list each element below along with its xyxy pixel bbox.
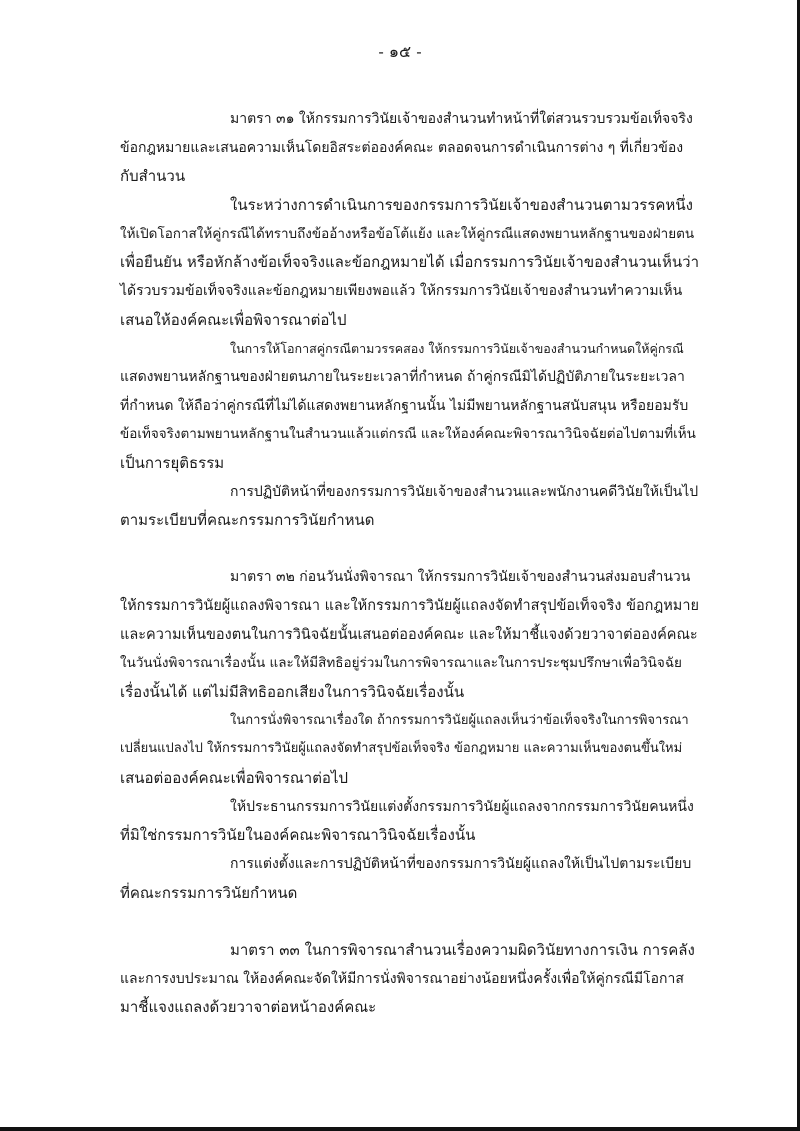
paragraph-line: ในระหว่างการดำเนินการของกรรมการวินัยเจ้าของสำนวนตามวรรคหนึ่ง <box>230 196 693 214</box>
paragraph-line: ได้รวบรวมข้อเท็จจริงและข้อกฎหมายเพียงพอแล้ว ให้กรรมการวินัยเจ้าของสำนวนทำความเห็น <box>120 283 683 299</box>
section-32-heading-line: มาตรา ๓๒ ก่อนวันนั่งพิจารณา ให้กรรมการวินัยเจ้าของสำนวนส่งมอบสำนวน <box>230 569 691 585</box>
paragraph-line: กับสำนวน <box>120 167 186 185</box>
paragraph-line: เสนอให้องค์คณะเพื่อพิจารณาต่อไป <box>120 311 347 329</box>
section-31-heading-line: มาตรา ๓๑ ให้กรรมการวินัยเจ้าของสำนวนทำหน้าที่ใต่สวนรวบรวมข้อเท็จจริง <box>230 111 693 127</box>
paragraph-line: เรื่องนั้นได้ แต่ไม่มีสิทธิออกเสียงในการวินิจฉัยเรื่องนั้น <box>120 683 465 701</box>
section-33-heading-line: มาตรา ๓๓ ในการพิจารณาสำนวนเรื่องความผิดวินัยทางการเงิน การคลัง <box>230 941 695 959</box>
paragraph-line: การแต่งตั้งและการปฏิบัติหน้าที่ของกรรมการวินัยผู้แถลงให้เป็นไปตามระเบียบ <box>230 856 692 872</box>
page-number: - ๑๕ - <box>378 42 422 61</box>
paragraph-line: ตามระเบียบที่คณะกรรมการวินัยกำหนด <box>120 511 375 529</box>
paragraph-line: ให้ประธานกรรมการวินัยแต่งตั้งกรรมการวินัยผู้แถลงจากกรรมการวินัยคนหนึ่ง <box>230 799 694 815</box>
paragraph-line: และความเห็นของตนในการวินิจฉัยนั้นเสนอต่อองค์คณะ และให้มาชี้แจงด้วยวาจาต่อองค์คณะ <box>120 627 698 643</box>
paragraph-line: ในการนั่งพิจารณาเรื่องใด ถ้ากรรมการวินัยผู้แถลงเห็นว่าข้อเท็จจริงในการพิจารณา <box>230 713 689 728</box>
paragraph-line: การปฏิบัติหน้าที่ของกรรมการวินัยเจ้าของสำนวนและพนักงานคดีวินัยให้เป็นไป <box>230 484 699 500</box>
paragraph-line: มาชี้แจงแถลงด้วยวาจาต่อหน้าองค์คณะ <box>120 998 377 1016</box>
paragraph-line: แสดงพยานหลักฐานของฝ่ายตนภายในระยะเวลาที่กำหนด ถ้าคู่กรณีมิได้ปฏิบัติภายในระยะเวลา <box>120 369 685 385</box>
paragraph-line: เสนอต่อองค์คณะเพื่อพิจารณาต่อไป <box>120 769 349 787</box>
paragraph-line: ในวันนั่งพิจารณาเรื่องนั้น และให้มีสิทธิอยู่ร่วมในการพิจารณาและในการประชุมปรึกษาเพื่อวินิจฉัย <box>120 655 682 671</box>
paragraph-line: ข้อเท็จจริงตามพยานหลักฐานในสำนวนแล้วแต่กรณี และให้องค์คณะพิจารณาวินิจฉัยต่อไปตามที่เห็น <box>120 426 696 442</box>
paragraph-line: เป็นการยุติธรรม <box>120 454 225 472</box>
paragraph-line: ให้เปิดโอกาสให้คู่กรณีได้ทราบถึงข้ออ้างหรือข้อโต้แย้ง และให้คู่กรณีแสดงพยานหลักฐานของฝ่ายตน <box>120 226 695 242</box>
paragraph-line: เพื่อยืนยัน หรือหักล้างข้อเท็จจริงและข้อกฎหมายได้ เมื่อกรรมการวินัยเจ้าของสำนวนเห็นว่า <box>120 253 700 271</box>
paragraph-line: เปลี่ยนแปลงไป ให้กรรมการวินัยผู้แถลงจัดทำสรุปข้อเท็จจริง ข้อกฎหมาย และความเห็นของตนขึ้นใหม่ <box>120 741 683 756</box>
paragraph-line: และการงบประมาณ ให้องค์คณะจัดให้มีการนั่งพิจารณาอย่างน้อยหนึ่งครั้งเพื่อให้คู่กรณีมีโอกาส <box>120 971 684 987</box>
scan-edge-bottom <box>0 1127 800 1131</box>
paragraph-line: ข้อกฎหมายและเสนอความเห็นโดยอิสระต่อองค์คณะ ตลอดจนการดำเนินการต่าง ๆ ที่เกี่ยวข้อง <box>120 140 684 156</box>
paragraph-line: ที่มิใช่กรรมการวินัยในองค์คณะพิจารณาวินิจฉัยเรื่องนั้น <box>120 826 476 844</box>
paragraph-line: ในการให้โอกาสคู่กรณีตามวรรคสอง ให้กรรมการวินัยเจ้าของสำนวนกำหนดให้คู่กรณี <box>230 341 684 356</box>
paragraph-line: ให้กรรมการวินัยผู้แถลงพิจารณา และให้กรรมการวินัยผู้แถลงจัดทำสรุปข้อเท็จจริง ข้อกฎหมาย <box>120 598 699 614</box>
paragraph-line: ที่คณะกรรมการวินัยกำหนด <box>120 884 298 902</box>
paragraph-line: ที่กำหนด ให้ถือว่าคู่กรณีที่ไม่ได้แสดงพยานหลักฐานนั้น ไม่มีพยานหลักฐานสนับสนุน หรือยอมรับ <box>120 398 689 414</box>
